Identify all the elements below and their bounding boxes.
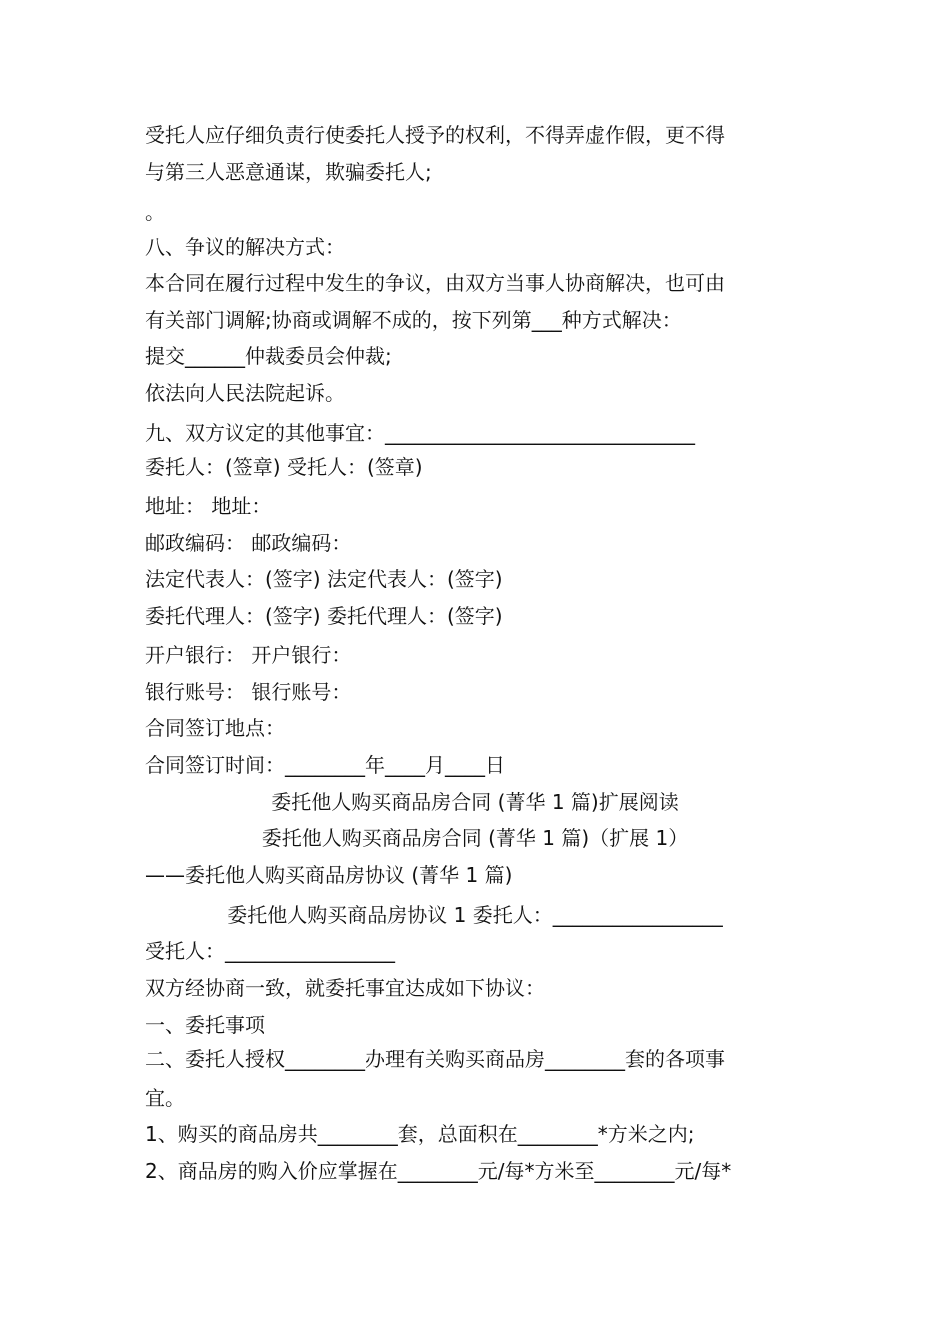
signature-line: 委托代理人：(签字) 委托代理人：(签字) bbox=[145, 604, 503, 628]
body-line: 与第三人恶意通谋，欺骗委托人; bbox=[145, 160, 432, 184]
body-line: 宜。 bbox=[145, 1086, 185, 1110]
agreement-party-line: 委托他人购买商品房协议 1 委托人：_________________ bbox=[227, 903, 723, 927]
body-line: 1、购买的商品房共________套，总面积在________*方米之内; bbox=[145, 1122, 695, 1146]
agreement-title: ——委托他人购买商品房协议 (菁华 1 篇) bbox=[145, 863, 513, 887]
signature-line: 法定代表人：(签字) 法定代表人：(签字) bbox=[145, 567, 503, 591]
signature-line: 合同签订时间：________年____月____日 bbox=[145, 753, 505, 777]
body-line: 。 bbox=[145, 200, 165, 224]
section-heading: 一、委托事项 bbox=[145, 1013, 265, 1037]
extended-reading-title: 委托他人购买商品房合同 (菁华 1 篇)扩展阅读 bbox=[271, 790, 679, 814]
section-heading: 九、双方议定的其他事宜：_______________________________ bbox=[145, 421, 695, 445]
agreement-party-line: 受托人：_________________ bbox=[145, 939, 395, 963]
signature-line: 委托人：(签章) 受托人：(签章) bbox=[145, 455, 423, 479]
signature-line: 银行账号： 银行账号： bbox=[145, 680, 352, 704]
body-line: 提交______仲裁委员会仲裁; bbox=[145, 344, 392, 368]
body-line: 本合同在履行过程中发生的争议，由双方当事人协商解决，也可由 bbox=[145, 271, 725, 295]
body-line: 有关部门调解;协商或调解不成的，按下列第___种方式解决： bbox=[145, 308, 682, 332]
signature-line: 开户银行： 开户银行： bbox=[145, 643, 352, 667]
signature-line: 地址： 地址： bbox=[145, 494, 272, 518]
extended-reading-subtitle: 委托他人购买商品房合同 (菁华 1 篇)（扩展 1） bbox=[261, 826, 689, 850]
body-line: 双方经协商一致，就委托事宜达成如下协议： bbox=[145, 976, 545, 1000]
body-line: 二、委托人授权________办理有关购买商品房________套的各项事 bbox=[145, 1047, 725, 1071]
body-line: 受托人应仔细负责行使委托人授予的权利，不得弄虚作假，更不得 bbox=[145, 123, 725, 147]
section-heading: 八、争议的解决方式： bbox=[145, 235, 345, 259]
body-line: 2、商品房的购入价应掌握在________元/每*方米至________元/每* bbox=[145, 1159, 732, 1183]
signature-line: 邮政编码： 邮政编码： bbox=[145, 531, 352, 555]
signature-line: 合同签订地点： bbox=[145, 716, 285, 740]
body-line: 依法向人民法院起诉。 bbox=[145, 381, 345, 405]
